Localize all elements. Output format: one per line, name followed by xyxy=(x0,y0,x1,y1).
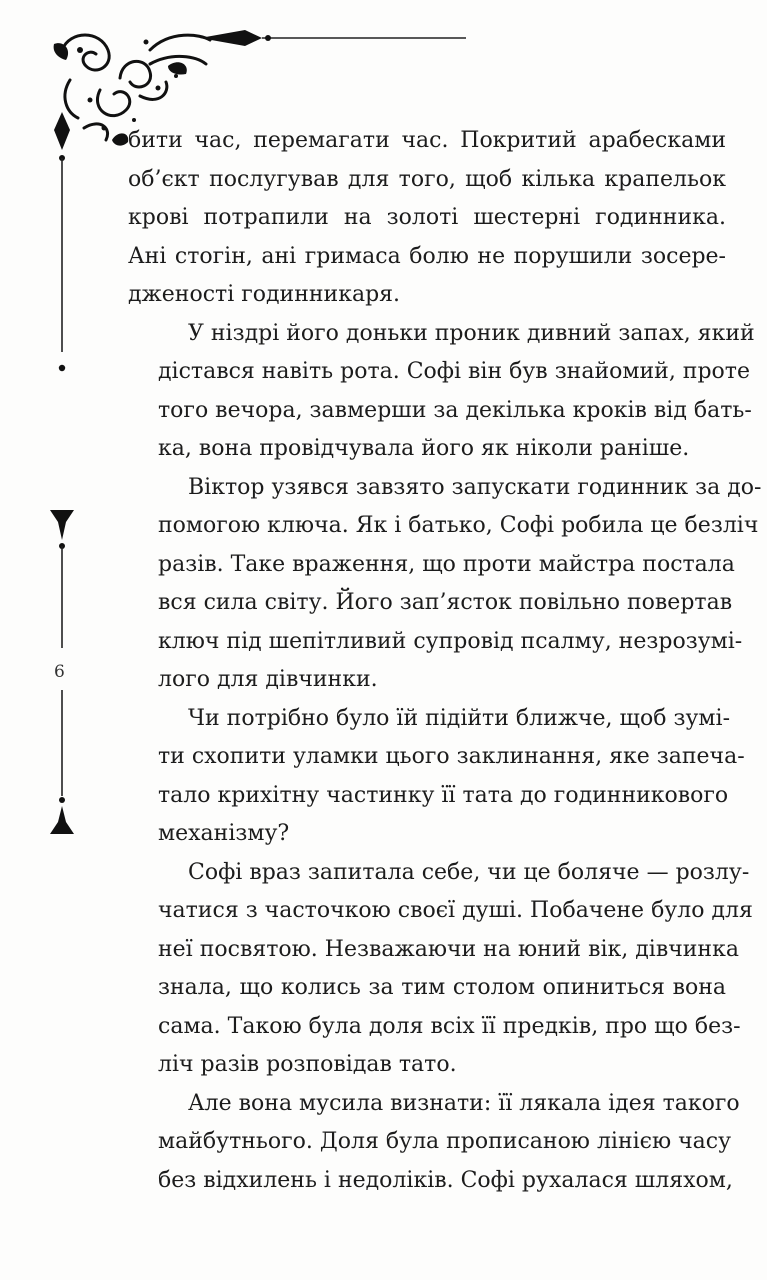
text-line: Чи потрібно було їй підійти ближче, щоб зумі- xyxy=(188,705,731,731)
left-spear-bottom-icon xyxy=(50,806,74,834)
text-line: вся сила світу. Його зап’ясток повільно повертав xyxy=(158,590,733,615)
text-line: помогою ключа. Як і батько, Софі робила це безліч xyxy=(158,513,759,538)
left-rule-dot-2 xyxy=(59,365,65,371)
text-line: тало крихітну частинку її тата до годинникового xyxy=(158,782,729,808)
text-line: бити час, перемагати час. Покритий арабесками xyxy=(128,128,726,153)
text-line: дженості годинникаря. xyxy=(128,282,401,307)
left-spear-top-icon xyxy=(54,112,70,150)
text-line: неї посвятою. Незважаючи на юний вік, дівчинка xyxy=(158,936,739,962)
text-line: Софі враз запитала себе, чи це боляче — розлу- xyxy=(188,859,750,885)
paragraph xyxy=(128,1085,740,1201)
paragraph xyxy=(128,469,762,700)
paragraph xyxy=(128,122,726,315)
text-line: ліч разів розповідав тато. xyxy=(158,1052,457,1077)
leaf-icon-3 xyxy=(112,133,128,145)
paragraph xyxy=(128,854,753,1085)
text-line: ти схопити уламки цього заклинання, яке запеча- xyxy=(158,744,745,769)
text-line: знала, що колись за тим столом опиниться вона xyxy=(158,975,726,1000)
paragraph xyxy=(128,315,755,469)
text-line: того вечора, завмерши за декілька кроків від бать- xyxy=(158,397,752,423)
text-line: Але вона мусила визнати: її лякала ідея такого xyxy=(188,1090,740,1116)
text-line: разів. Таке враження, що проти майстра постала xyxy=(158,551,735,577)
page-number: 6 xyxy=(54,662,65,682)
text-line: чатися з часточкою своєї душі. Побачене було для xyxy=(158,898,753,923)
paragraph xyxy=(128,700,745,854)
text-line: Ані стогін, ані гримаса болю не порушили зосере- xyxy=(128,243,726,269)
text-line: дістався навіть рота. Софі він був знайомий, проте xyxy=(158,359,750,384)
left-spear-mid-icon xyxy=(50,510,74,540)
text-line: ка, вона провідчувала його як ніколи раніше. xyxy=(158,436,690,461)
text-line: майбутнього. Доля була прописаною лінією часу xyxy=(158,1129,732,1154)
text-line: сама. Такою була доля всіх її предків, про що без- xyxy=(158,1013,741,1039)
top-rule-dot xyxy=(265,35,271,41)
text-line: Віктор узявся завзято запускати годинник за до- xyxy=(188,474,762,500)
text-line: крові потрапили на золоті шестерні годинника. xyxy=(128,205,726,230)
text-line: лого для дівчинки. xyxy=(158,667,378,692)
text-line: ключ під шепітливий супровід псалму, незрозумі- xyxy=(158,628,743,654)
leaf-icon-2 xyxy=(168,62,187,74)
text-line: У ніздрі його доньки проник дивний запах, який xyxy=(188,320,755,346)
body-text xyxy=(128,122,762,1200)
text-line: без відхилень і недоліків. Софі рухалася шляхом, xyxy=(158,1167,733,1193)
text-line: об’єкт послугував для того, щоб кілька крапельок xyxy=(128,166,726,192)
text-line: механізму? xyxy=(158,821,290,846)
left-rule-dot-4 xyxy=(59,797,65,803)
